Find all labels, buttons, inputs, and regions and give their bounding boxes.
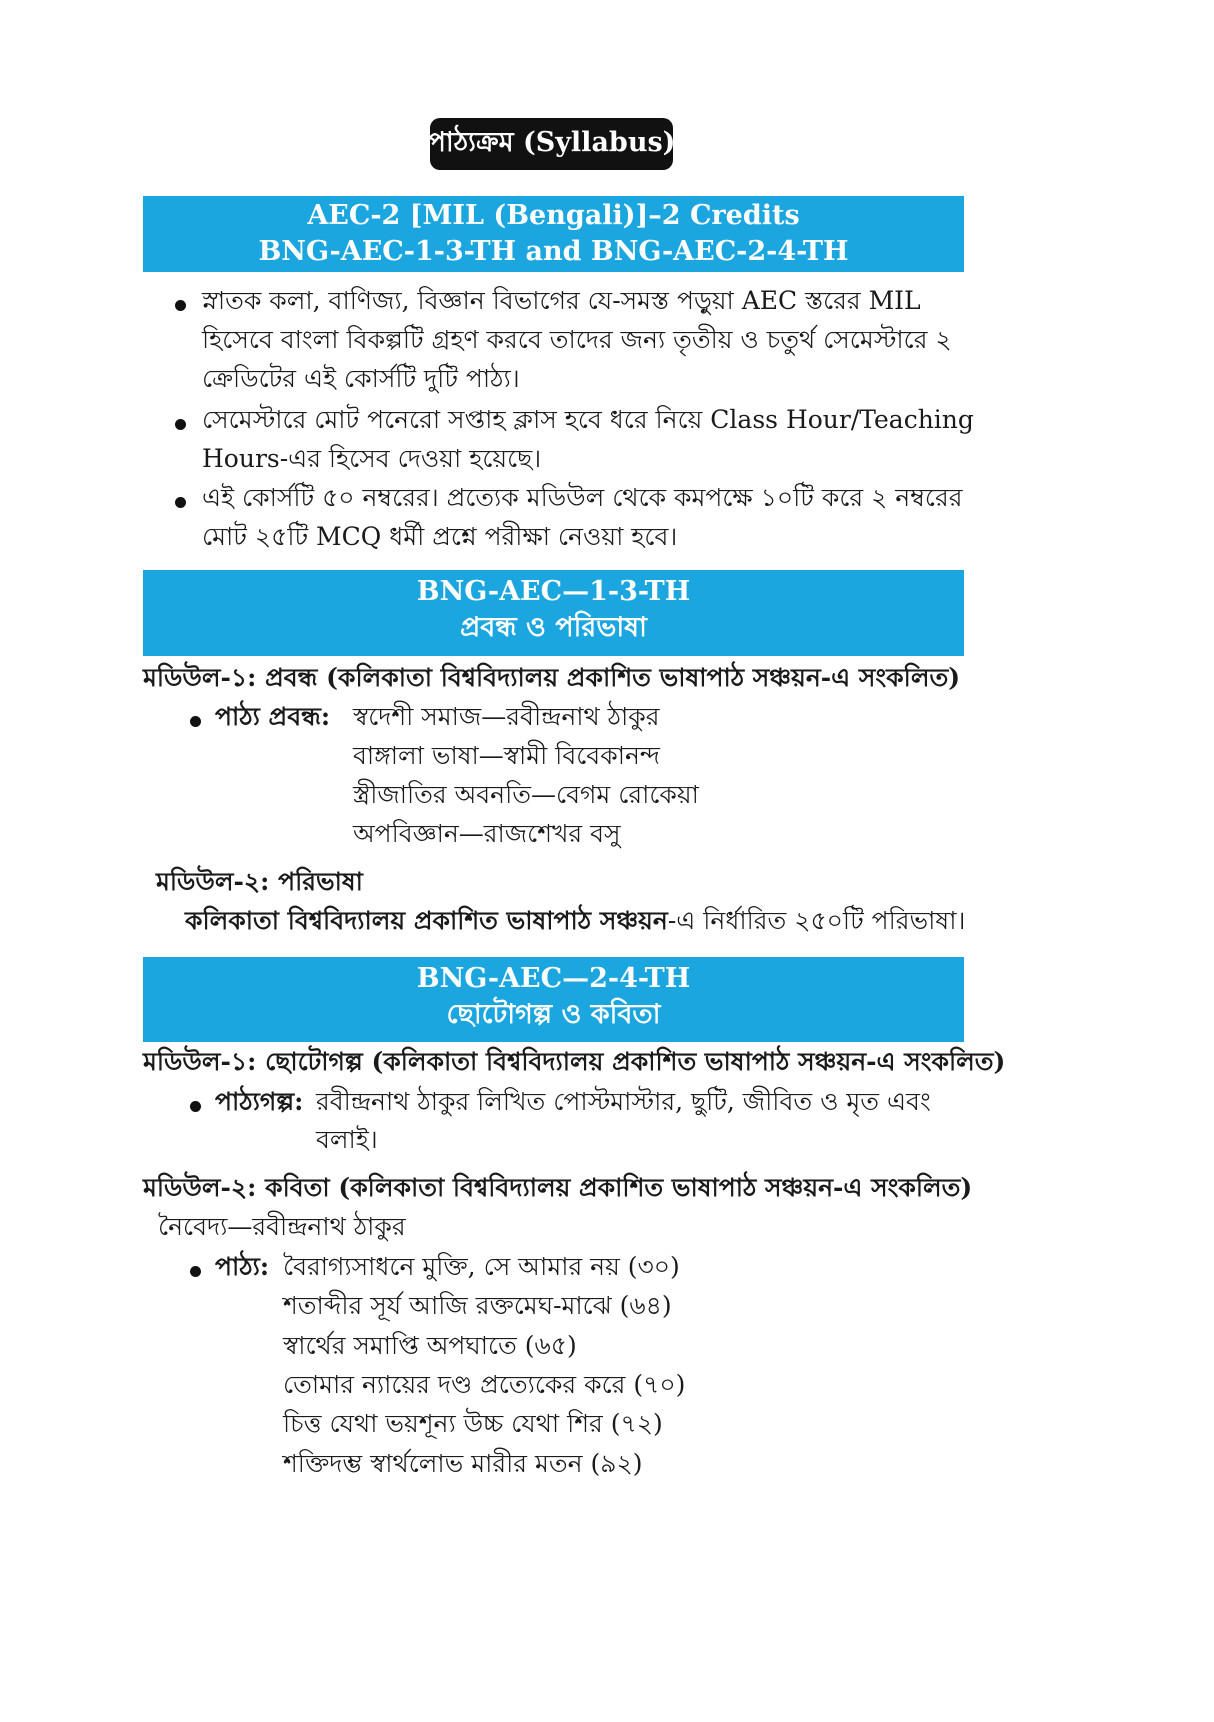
module-heading: মডিউল-২: পরিভাষা [156,867,363,896]
poem-item: শক্তিদম্ভ স্বার্থলোভ মারীর মতন (৯২) [283,1449,643,1478]
page-title: পাঠ্যক্রম (Syllabus) [430,118,673,170]
course-header-band [143,196,964,272]
intro-text: ক্রেডিটের এই কোর্সটি দুটি পাঠ্য। [202,364,520,393]
stories-label: পাঠ্যগল্প: [215,1087,304,1116]
poems-label: পাঠ্য: [215,1252,270,1281]
stories-text: বলাই। [316,1125,378,1154]
text-item: স্ত্রীজাতির অবনতি—বেগম রোকেয়া [353,780,699,809]
text-item: স্বদেশী সমাজ—রবীন্দ্রনাথ ঠাকুর [353,702,660,731]
bullet-icon [175,497,186,508]
course2-band [143,957,964,1042]
band-line-1: AEC-2 [MIL (Bengali)]–2 Credits [307,200,800,231]
intro-text: মোট ২৫টি MCQ ধর্মী প্রশ্নে পরীক্ষা নেওয়া হবে। [202,522,678,551]
course2-title: ছোটোগল্প ও কবিতা [446,999,661,1030]
course1-code: BNG-AEC—1-3-TH [416,576,691,607]
intro-text: হিসেবে বাংলা বিকল্পটি গ্রহণ করবে তাদের জন্য তৃতীয় ও চতুর্থ সেমেস্টারে ২ [202,325,952,354]
bullet-icon [175,419,186,430]
intro-text: Hours-এর হিসেব দেওয়া হয়েছে। [202,444,542,473]
poem-item: শতাব্দীর সূর্য আজি রক্তমেঘ-মাঝে (৬৪) [283,1291,672,1320]
course2-code: BNG-AEC—2-4-TH [416,963,691,994]
module-heading: মডিউল-১: ছোটোগল্প (কলিকাতা বিশ্ববিদ্যালয় প্রকাশিত ভাষাপাঠ সঞ্চয়ন-এ সংকলিত) [143,1047,1006,1076]
intro-text: এই কোর্সটি ৫০ নম্বরের। প্রত্যেক মডিউল থেকে কমপক্ষে ১০টি করে ২ নম্বরের [202,483,963,512]
poem-item: তোমার ন্যায়ের দণ্ড প্রত্যেকের করে (৭০) [283,1370,686,1399]
course1-title: প্রবন্ধ ও পরিভাষা [460,612,647,643]
book-line: নৈবেদ্য—রবীন্দ্রনাথ ঠাকুর [158,1212,406,1241]
text-item: বাঙ্গালা ভাষা—স্বামী বিবেকানন্দ [353,741,660,770]
book-title: কলিকাতা বিশ্ববিদ্যালয় প্রকাশিত ভাষাপাঠ সঞ্চয়ন [185,906,668,935]
band-line-2: BNG-AEC-1-3-TH and BNG-AEC-2-4-TH [258,236,849,267]
intro-text: সেমেস্টারে মোট পনেরো সপ্তাহ ক্লাস হবে ধরে নিয়ে Class Hour/Teaching [202,405,974,434]
module2-text-rest: -এ নির্ধারিত ২৫০টি পরিভাষা। [667,906,966,935]
stories-text: রবীন্দ্রনাথ ঠাকুর লিখিত পোস্টমাস্টার, ছুটি, জীবিত ও মৃত এবং [316,1087,931,1116]
bullet-icon [175,300,186,311]
bullet-icon [190,716,201,727]
intro-text: স্নাতক কলা, বাণিজ্য, বিজ্ঞান বিভাগের যে-সমস্ত পড়ুয়া AEC স্তরের MIL [202,286,921,315]
poem-item: বৈরাগ্যসাধনে মুক্তি, সে আমার নয় (৩০) [283,1252,680,1281]
module-heading: মডিউল-১: প্রবন্ধ (কলিকাতা বিশ্ববিদ্যালয় প্রকাশিত ভাষাপাঠ সঞ্চয়ন-এ সংকলিত) [143,663,961,692]
bullet-icon [190,1101,201,1112]
texts-label: পাঠ্য প্রবন্ধ: [215,702,331,731]
text-item: অপবিজ্ঞান—রাজশেখর বসু [353,819,621,848]
bullet-icon [190,1266,201,1277]
course1-band [143,570,964,656]
poem-item: স্বার্থের সমাপ্তি অপঘাতে (৬৫) [283,1331,577,1360]
poem-item: চিত্ত যেথা ভয়শূন্য উচ্চ যেথা শির (৭২) [283,1409,663,1438]
module2-text [185,905,965,937]
module-heading: মডিউল-২: কবিতা (কলিকাতা বিশ্ববিদ্যালয় প্রকাশিত ভাষাপাঠ সঞ্চয়ন-এ সংকলিত) [143,1173,973,1202]
